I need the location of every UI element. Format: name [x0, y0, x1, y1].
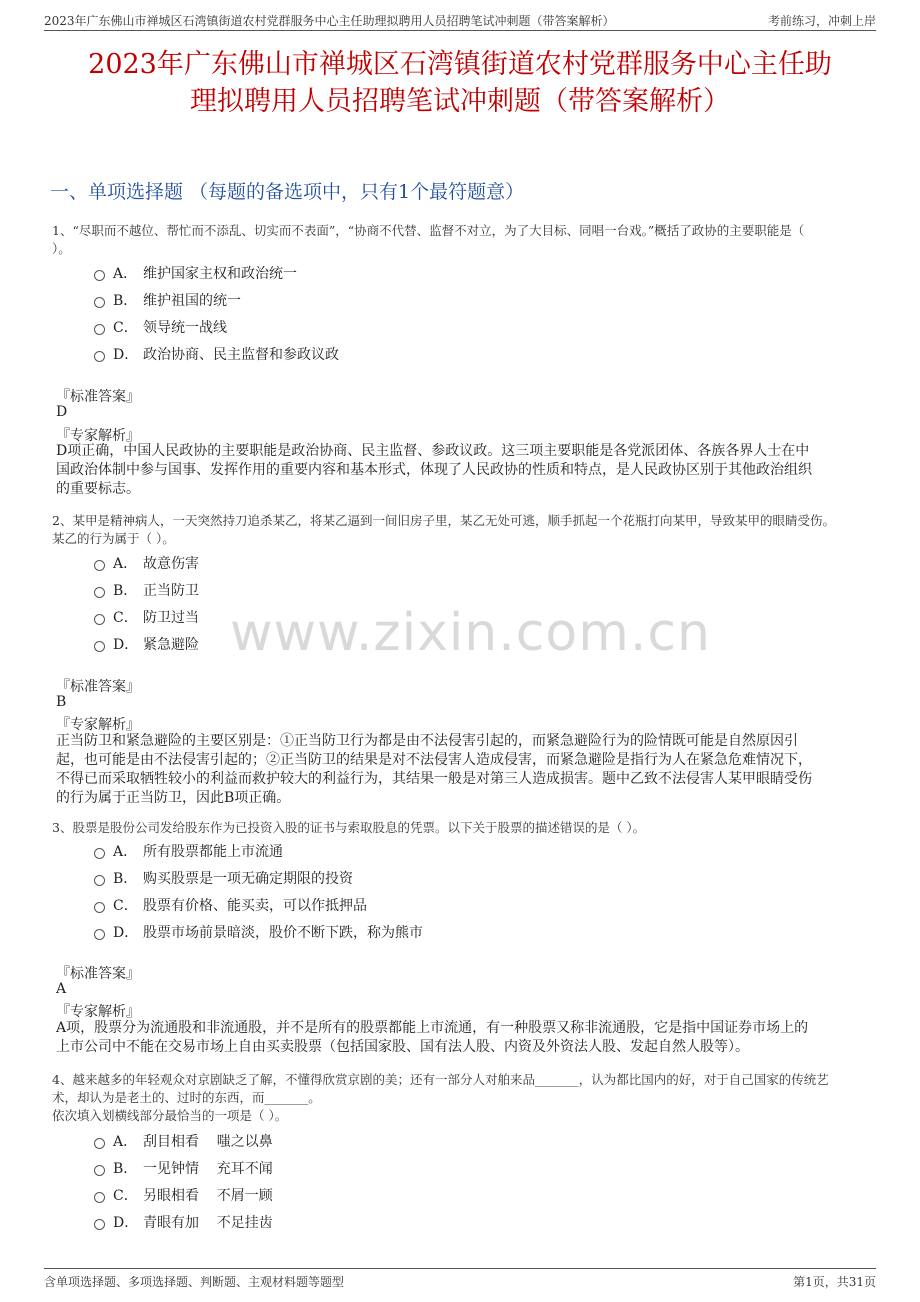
answer-label: 『标准答案』	[56, 389, 140, 405]
option-text: 维护国家主权和政治统一	[143, 266, 297, 282]
analysis-text	[56, 442, 868, 499]
analysis-line: A项，股票分为流通股和非流通股，并不是所有的股票都能上市流通，有一种股票又称非流通股，它是指中国证券市场上的	[56, 1020, 809, 1036]
radio-icon[interactable]	[94, 614, 105, 625]
analysis-line: D项正确，中国人民政协的主要职能是政治协商、民主监督、参政议政。这三项主要职能是各党派团体、各族各界人士在中	[56, 443, 810, 459]
question-stem	[52, 222, 872, 258]
question-stem-line: 依次填入划横线部分最恰当的一项是（ ）。	[52, 1108, 288, 1123]
analysis-line: 上市公司中不能在交易市场上自由买卖股票（包括国家股、国有法人股、内资及外资法人股、发起自然人股等）。	[56, 1039, 749, 1055]
option-c[interactable]	[94, 607, 199, 627]
header-slogan: 考前练习，冲刺上岸	[767, 14, 876, 28]
option-text: 一见钟情 充耳不闻	[143, 1161, 273, 1177]
option-text: 正当防卫	[143, 583, 199, 599]
radio-icon[interactable]	[94, 929, 105, 940]
question-stem-line: 1、“尽职而不越位、帮忙而不添乱、切实而不表面”，“协商不代替、监督不对立，为了大目标、同唱一台戏。”概括了政协的主要职能是（	[52, 223, 805, 238]
answer-label: 『标准答案』	[56, 679, 140, 695]
analysis-line: 起，也可能是由不法侵害引起的；②正当防卫的结果是对不法侵害人造成侵害，而紧急避险是指行为人在紧急危难情况下，	[56, 752, 812, 768]
analysis-line: 的行为属于正当防卫，因此B项正确。	[56, 790, 291, 806]
analysis-line: 国政治体制中参与国事、发挥作用的重要内容和基本形式，体现了人民政协的性质和特点，是人民政协区别于其他政治组织	[56, 462, 812, 478]
radio-icon[interactable]	[94, 1219, 105, 1230]
page-footer	[44, 1268, 876, 1291]
radio-icon[interactable]	[94, 351, 105, 362]
analysis-label: 『专家解析』	[56, 1004, 140, 1020]
option-text: 政治协商、民主监督和参政议政	[143, 347, 339, 363]
question-stem	[52, 1071, 872, 1125]
option-a[interactable]	[94, 841, 283, 861]
option-key: C．	[113, 320, 138, 336]
option-text: 股票有价格、能买卖，可以作抵押品	[143, 898, 367, 914]
option-text: 故意伤害	[143, 556, 199, 572]
option-text: 维护祖国的统一	[143, 293, 241, 309]
analysis-line: 不得已而采取牺牲较小的利益而救护较大的利益行为，其结果一般是对第三人造成损害。题中乙致不法侵害人某甲眼睛受伤	[56, 771, 812, 787]
option-key: B．	[113, 871, 138, 887]
option-b[interactable]	[94, 580, 199, 600]
question-stem-line: 术，却认为是老土的、过时的东西，而_______。	[52, 1090, 321, 1105]
section-heading: 一、单项选择题 （每题的备选项中，只有1个最符题意）	[50, 181, 525, 203]
watermark: www.zixin.com.cn	[230, 603, 711, 663]
option-text: 股票市场前景暗淡，股价不断下跌，称为熊市	[143, 925, 423, 941]
answer-value: B	[56, 694, 67, 710]
option-d[interactable]	[94, 922, 423, 942]
radio-icon[interactable]	[94, 1192, 105, 1203]
radio-icon[interactable]	[94, 848, 105, 859]
question-stem-line: 2、某甲是精神病人，一天突然持刀追杀某乙，将某乙逼到一间旧房子里，某乙无处可逃，顺手抓起一个花瓶打向某甲，导致某甲的眼睛受伤。	[52, 513, 835, 528]
option-a[interactable]	[94, 553, 199, 573]
radio-icon[interactable]	[94, 1138, 105, 1149]
option-b[interactable]	[94, 868, 353, 888]
option-b[interactable]	[94, 1158, 273, 1178]
option-d[interactable]	[94, 1212, 273, 1232]
question-stem	[52, 819, 872, 837]
analysis-label: 『专家解析』	[56, 428, 140, 444]
option-key: C．	[113, 610, 138, 626]
option-key: C．	[113, 898, 138, 914]
analysis-text	[56, 732, 868, 808]
option-text: 刮目相看 嗤之以鼻	[143, 1134, 273, 1150]
title-line-2: 理拟聘用人员招聘笔试冲刺题（带答案解析）	[190, 86, 730, 117]
page-number: 第1页，共31页	[793, 1275, 876, 1289]
header-doc-title: 2023年广东佛山市禅城区石湾镇街道农村党群服务中心主任助理拟聘用人员招聘笔试冲刺题（带答案解析）	[44, 14, 615, 28]
title-line-1: 2023年广东佛山市禅城区石湾镇街道农村党群服务中心主任助	[88, 49, 832, 80]
option-key: B．	[113, 293, 138, 309]
answer-label: 『标准答案』	[56, 966, 140, 982]
option-text: 紧急避险	[143, 637, 199, 653]
radio-icon[interactable]	[94, 641, 105, 652]
option-key: B．	[113, 583, 138, 599]
footer-note: 含单项选择题、多项选择题、判断题、主观材料题等题型	[44, 1275, 345, 1289]
option-d[interactable]	[94, 344, 339, 364]
option-key: D．	[113, 1215, 139, 1231]
option-key: C．	[113, 1188, 138, 1204]
option-key: A．	[113, 266, 138, 282]
analysis-line: 正当防卫和紧急避险的主要区别是：①正当防卫行为都是由不法侵害引起的，而紧急避险行为的险情既可能是自然原因引	[56, 733, 798, 749]
radio-icon[interactable]	[94, 324, 105, 335]
radio-icon[interactable]	[94, 560, 105, 571]
option-text: 所有股票都能上市流通	[143, 844, 283, 860]
option-key: D．	[113, 925, 139, 941]
radio-icon[interactable]	[94, 902, 105, 913]
radio-icon[interactable]	[94, 587, 105, 598]
analysis-text	[56, 1019, 868, 1057]
radio-icon[interactable]	[94, 270, 105, 281]
option-c[interactable]	[94, 1185, 273, 1205]
question-stem-line: 3、股票是股份公司发给股东作为已投资入股的证书与索取股息的凭票。以下关于股票的描述错误的是（ ）。	[52, 820, 646, 835]
option-text: 防卫过当	[143, 610, 199, 626]
radio-icon[interactable]	[94, 875, 105, 886]
option-key: D．	[113, 347, 139, 363]
option-d[interactable]	[94, 634, 199, 654]
option-c[interactable]	[94, 895, 367, 915]
question-stem-line: 4、越来越多的年轻观众对京剧缺乏了解，不懂得欣赏京剧的美；还有一部分人对舶来品_______，认为都比国内的好，对于自己国家的传统艺	[52, 1072, 829, 1087]
option-key: A．	[113, 1134, 138, 1150]
answer-value: A	[56, 981, 67, 997]
radio-icon[interactable]	[94, 297, 105, 308]
option-c[interactable]	[94, 317, 227, 337]
option-key: A．	[113, 844, 138, 860]
option-text: 领导统一战线	[143, 320, 227, 336]
option-a[interactable]	[94, 263, 297, 283]
option-text: 另眼相看 不屑一顾	[143, 1188, 273, 1204]
option-key: D．	[113, 637, 139, 653]
option-text: 购买股票是一项无确定期限的投资	[143, 871, 353, 887]
question-stem	[52, 512, 872, 548]
option-b[interactable]	[94, 290, 241, 310]
option-text: 青眼有加 不足挂齿	[143, 1215, 273, 1231]
question-stem-line: ）。	[52, 241, 71, 256]
answer-value: D	[56, 404, 68, 420]
question-stem-line: 某乙的行为属于（ ）。	[52, 531, 175, 546]
option-key: A．	[113, 556, 138, 572]
option-a[interactable]	[94, 1131, 273, 1151]
document-title	[30, 46, 890, 120]
analysis-label: 『专家解析』	[56, 717, 140, 733]
page-header	[44, 10, 876, 31]
analysis-line: 的重要标志。	[56, 481, 140, 497]
radio-icon[interactable]	[94, 1165, 105, 1176]
option-key: B．	[113, 1161, 138, 1177]
